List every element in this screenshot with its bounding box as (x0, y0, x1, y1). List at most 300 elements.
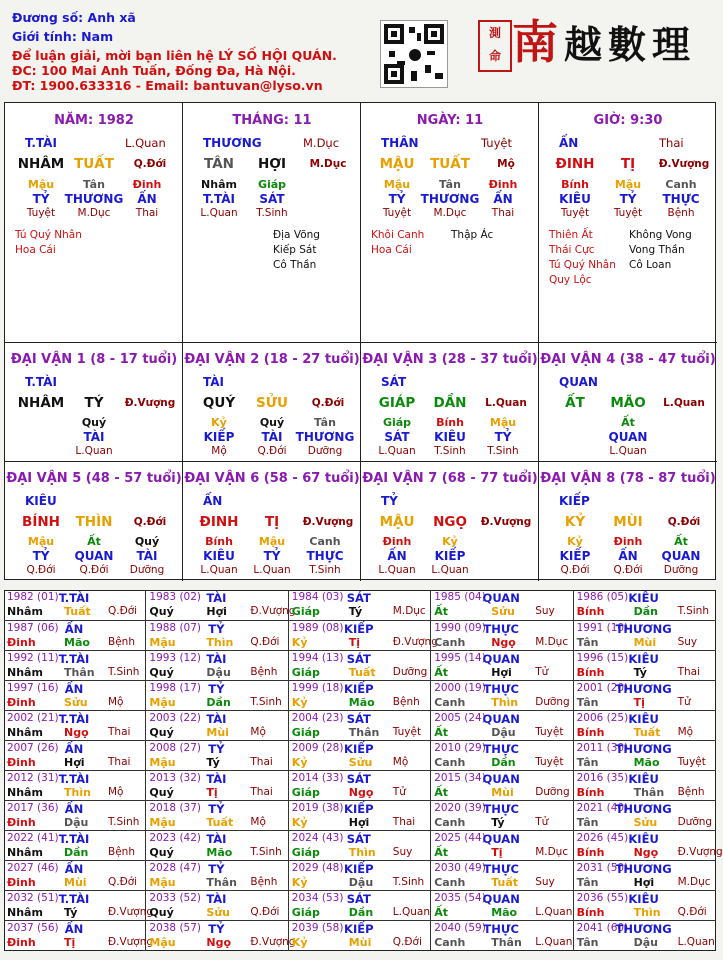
year-branch: Hợi (206, 605, 227, 618)
year-branch: Dần (206, 696, 231, 709)
dai-van-branch: MÃO (610, 395, 646, 411)
heavenly-stem: NHÂM (17, 156, 65, 172)
special-star: Quy Lộc (549, 274, 592, 286)
hidden-stem: Mậu (27, 535, 55, 548)
year-cell (146, 590, 296, 620)
hidden-star: ẤN (137, 192, 157, 206)
year-label: 2037 (56) (7, 922, 59, 934)
hidden-star: KIẾP (434, 549, 466, 563)
hidden-star: TÀI (83, 430, 105, 444)
year-branch: Sửu (348, 756, 373, 769)
year-phase: Bệnh (250, 666, 278, 678)
pillar-cell (361, 103, 539, 343)
year-stem: Đinh (7, 876, 36, 889)
dai-van-title: ĐẠI VẬN 5 (48 - 57 tuổi) (6, 471, 182, 486)
year-star: T.TÀI (58, 892, 90, 906)
year-star: KIẾP (344, 742, 374, 756)
hidden-phase: Tuyệt (560, 207, 590, 219)
pillar-cell (539, 103, 717, 343)
hidden-phase: Dưỡng (663, 564, 699, 576)
year-cell (574, 681, 716, 711)
dai-van-branch: MÙI (613, 514, 643, 530)
year-label: 2033 (52) (149, 892, 202, 904)
hidden-stem: Quý (81, 416, 107, 429)
year-cell (289, 801, 431, 831)
year-label: 2015 (34) (434, 772, 486, 784)
dai-van-stem: NHÂM (17, 395, 65, 411)
year-phase: Mộ (392, 756, 409, 768)
hidden-stem: Tân (83, 178, 105, 191)
year-label: 2039 (58) (291, 922, 344, 934)
year-stem: Bính (576, 906, 605, 919)
year-star: TỶ (208, 682, 225, 696)
year-phase: Thai (392, 816, 416, 828)
year-phase: M.Dục (392, 605, 426, 617)
year-branch: Hợi (64, 756, 85, 769)
hidden-phase: L.Quan (609, 445, 647, 457)
stem-star: T.TÀI (25, 136, 57, 150)
year-cell (289, 621, 438, 651)
year-branch: Dậu (633, 936, 658, 949)
year-branch: Mùi (64, 876, 87, 889)
dai-van-title: ĐẠI VẬN 8 (78 - 87 tuổi) (540, 471, 716, 486)
year-star: THƯƠNG (615, 682, 672, 696)
hidden-star: THƯƠNG (420, 192, 480, 206)
year-star: ẤN (64, 802, 84, 816)
year-cell (574, 891, 716, 921)
hidden-stem: Kỷ (211, 416, 227, 429)
year-branch: Sửu (206, 906, 230, 919)
year-cell (146, 621, 288, 651)
seal-stamp: 測 命 (478, 20, 512, 72)
brand-logo: 南越數理 (512, 15, 697, 69)
special-star: Thiên Ất (549, 229, 593, 241)
year-stem: Đinh (7, 696, 36, 709)
year-stem: Tân (576, 756, 599, 769)
hidden-stem: Kỷ (567, 535, 583, 548)
year-phase: M.Dục (535, 636, 569, 648)
year-branch: Tý (491, 816, 505, 829)
year-label: 1990 (09) (434, 622, 486, 634)
growth-phase: M.Dục (309, 158, 347, 170)
special-star: Cô Thần (273, 259, 317, 271)
qr-code (380, 20, 448, 88)
year-branch: Thân (633, 786, 665, 799)
year-stem: Ất (434, 726, 448, 739)
year-cell (574, 801, 716, 831)
year-cell (431, 801, 573, 831)
hidden-phase: L.Quan (378, 564, 416, 576)
year-branch: Tuất (491, 876, 518, 889)
year-stem: Mậu (149, 876, 176, 889)
year-cell (4, 771, 146, 801)
year-stem: Quý (149, 906, 174, 919)
year-branch: Dậu (491, 726, 516, 739)
dai-van-title: ĐẠI VẬN 1 (8 - 17 tuổi) (10, 352, 178, 367)
year-cell (146, 921, 296, 951)
year-stem: Nhâm (7, 605, 43, 618)
year-stem: Canh (434, 876, 466, 889)
year-branch: Thìn (348, 846, 376, 859)
year-branch: Tý (348, 605, 363, 618)
year-cell (146, 711, 288, 741)
year-star: THỰC (483, 622, 519, 636)
hidden-stem: Đinh (382, 535, 412, 548)
year-star: SÁT (346, 892, 371, 906)
year-stem: Đinh (7, 756, 36, 769)
year-branch: Mão (633, 756, 660, 769)
year-phase: Q.Đới (250, 636, 280, 648)
year-phase: Bệnh (392, 696, 420, 708)
year-label: 2016 (35) (576, 772, 629, 784)
year-cell (574, 741, 716, 771)
dai-van-stem: BÍNH (22, 514, 60, 530)
year-star: TỶ (208, 742, 225, 756)
year-cell (574, 861, 716, 891)
year-phase: Đ.Vượng (108, 906, 154, 918)
year-stem: Nhâm (7, 666, 43, 679)
year-stem: Quý (149, 605, 174, 618)
year-stem: Quý (149, 726, 174, 739)
dai-van-cell (183, 462, 361, 581)
year-label: 2019 (38) (291, 802, 344, 814)
year-cell (4, 741, 146, 771)
year-phase: Bệnh (677, 786, 705, 798)
year-stem: Canh (434, 816, 466, 829)
year-star: KIẾP (344, 682, 374, 696)
year-stem: Bính (576, 786, 605, 799)
dai-van-cell (5, 343, 183, 462)
pillar-title: THÁNG: 11 (232, 113, 312, 128)
year-label: 2032 (51) (7, 892, 59, 904)
year-branch: Thân (348, 726, 380, 739)
hidden-star: KIẾP (203, 430, 235, 444)
year-label: 2026 (45) (576, 832, 629, 844)
dai-van-stem: KỶ (564, 514, 586, 530)
year-label: 2041 (60) (576, 922, 629, 934)
year-branch: Thân (206, 876, 237, 889)
year-stem: Nhâm (7, 786, 43, 799)
hidden-stem: Giáp (257, 178, 287, 191)
hidden-phase: Thai (135, 207, 159, 219)
hidden-star: ẤN (618, 549, 638, 563)
year-star: KIÊU (628, 712, 659, 726)
earthly-branch: HỢI (257, 156, 287, 172)
year-cell (4, 921, 154, 951)
hidden-stem: Ất (621, 416, 635, 429)
year-star: TÀI (206, 772, 227, 786)
year-cell (146, 891, 288, 921)
year-row (4, 860, 716, 890)
year-label: 2034 (53) (291, 892, 344, 904)
hidden-phase: L.Quan (200, 207, 238, 219)
owner-name: Đương số: Anh xã (12, 10, 136, 25)
year-cell (431, 651, 573, 681)
year-label: 2010 (29) (434, 742, 486, 754)
year-label: 2013 (32) (149, 772, 202, 784)
year-phase: Bệnh (108, 846, 135, 858)
year-phase: Tử (677, 696, 691, 708)
year-cell (289, 921, 431, 951)
dai-van-cell (183, 343, 361, 462)
year-label: 1984 (03) (291, 591, 344, 603)
year-branch: Dậu (348, 876, 374, 889)
earthly-branch: TUẤT (430, 156, 470, 172)
year-cell (431, 681, 573, 711)
year-stem: Mậu (149, 636, 176, 649)
year-cell (574, 831, 723, 861)
year-phase: Suy (392, 846, 413, 858)
dai-van-branch: TÝ (84, 395, 104, 411)
year-star: KIẾP (344, 622, 374, 636)
special-star: Kiếp Sát (273, 244, 317, 256)
year-star: T.TÀI (58, 832, 90, 846)
branch-star: Thai (659, 136, 684, 150)
year-cell (289, 651, 431, 681)
hidden-phase: Dưỡng (129, 564, 165, 576)
year-row (4, 710, 716, 740)
pillar-title: NGÀY: 11 (416, 113, 484, 128)
dai-van-title: ĐẠI VẬN 2 (18 - 27 tuổi) (184, 352, 360, 367)
year-phase: Bệnh (108, 636, 135, 648)
year-phase: Dưỡng (392, 666, 428, 678)
earthly-branch: TUẤT (74, 156, 114, 172)
year-star: KIẾP (344, 922, 374, 936)
dai-van-phase: L.Quan (485, 397, 527, 409)
year-cell (4, 681, 146, 711)
chart-grid (4, 102, 716, 580)
year-stem: Bính (576, 726, 605, 739)
year-branch: Sửu (491, 605, 515, 618)
dai-van-title: ĐẠI VẬN 7 (68 - 77 tuổi) (362, 471, 538, 486)
branch-star: Tuyệt (481, 136, 512, 150)
year-stem: Quý (149, 846, 174, 859)
hidden-phase: T.Sinh (487, 445, 519, 457)
special-star: Khôi Canh (371, 229, 425, 241)
hidden-stem: Giáp (382, 416, 412, 429)
hidden-star: QUAN (661, 549, 701, 563)
year-cell (146, 801, 288, 831)
pillar-title: GIỜ: 9:30 (593, 113, 663, 128)
hidden-stem: Mậu (489, 416, 517, 429)
year-branch: Mùi (206, 726, 229, 739)
year-star: KIÊU (628, 832, 659, 846)
year-label: 2036 (55) (576, 892, 629, 904)
year-label: 2018 (37) (149, 802, 202, 814)
hidden-star: TÀI (136, 549, 158, 563)
year-phase: Đ.Vượng (250, 605, 296, 617)
year-phase: T.Sinh (392, 876, 425, 888)
year-phase: Thai (108, 756, 131, 768)
year-phase: Tuyệt (535, 756, 564, 768)
hidden-phase: L.Quan (75, 445, 113, 457)
year-star: T.TÀI (58, 652, 90, 666)
growth-phase: Mộ (497, 158, 515, 170)
year-cell (431, 741, 573, 771)
heavenly-stem: ĐINH (555, 156, 595, 172)
hidden-star: THỰC (306, 549, 344, 563)
year-label: 2020 (39) (434, 802, 486, 814)
year-stem: Bính (576, 605, 605, 618)
year-star: KIẾP (344, 862, 374, 876)
year-branch: Mão (64, 636, 90, 649)
year-phase: Thai (677, 666, 701, 678)
hidden-star: TÀI (261, 430, 283, 444)
year-stem: Bính (576, 666, 605, 679)
year-star: THỰC (483, 922, 519, 936)
year-star: ẤN (64, 742, 84, 756)
year-label: 2009 (28) (291, 742, 344, 754)
year-star: QUAN (482, 832, 520, 846)
hidden-star: TỶ (32, 192, 50, 206)
hidden-star: QUAN (74, 549, 114, 563)
year-phase: Tử (535, 666, 549, 678)
branch-star: M.Dục (303, 136, 340, 150)
year-row (4, 890, 716, 920)
year-stem: Đinh (7, 936, 36, 949)
year-star: QUAN (482, 712, 520, 726)
year-star: THƯƠNG (615, 922, 672, 936)
year-phase: Q.Đới (250, 906, 280, 918)
year-phase: T.Sinh (250, 696, 282, 708)
dai-van-phase: Đ.Vượng (480, 516, 532, 528)
year-phase: L.Quan (535, 936, 573, 948)
year-star: TỶ (208, 802, 225, 816)
year-cell (289, 711, 431, 741)
year-label: 2011 (30) (576, 742, 629, 754)
year-stem: Canh (434, 696, 466, 709)
year-star: KIÊU (628, 772, 659, 786)
year-stem: Kỷ (291, 756, 308, 769)
year-phase: L.Quan (535, 906, 573, 918)
year-row (4, 740, 716, 770)
dai-van-stem: QUÝ (202, 395, 236, 411)
branch-star: L.Quan (125, 136, 166, 150)
year-cell (431, 831, 573, 861)
year-star: ẤN (64, 682, 84, 696)
year-star: QUAN (482, 591, 520, 605)
year-branch: Tị (491, 846, 503, 859)
gender: Giới tính: Nam (12, 29, 114, 44)
pillar-cell (5, 103, 183, 343)
year-label: 2014 (33) (291, 772, 344, 784)
year-label: 2007 (26) (7, 742, 59, 754)
year-stem: Nhâm (7, 846, 43, 859)
year-branch: Thân (491, 936, 522, 949)
year-phase: Đ.Vượng (677, 846, 723, 858)
year-star: KIẾP (344, 802, 374, 816)
year-branch: Tị (633, 696, 645, 709)
year-label: 2028 (47) (149, 862, 202, 874)
pillar-cell (183, 103, 361, 343)
year-label: 1994 (13) (291, 652, 344, 664)
year-phase: Đ.Vượng (392, 636, 438, 648)
year-cell (4, 590, 146, 620)
hidden-phase: M.Dục (77, 207, 111, 219)
year-stem: Canh (434, 756, 466, 769)
special-star: Vong Thần (629, 244, 685, 256)
year-branch: Mùi (491, 786, 514, 799)
hidden-phase: L.Quan (253, 564, 291, 576)
year-cell (289, 861, 431, 891)
year-phase: Thai (108, 726, 131, 738)
year-cell (4, 711, 146, 741)
year-stem: Ất (434, 846, 448, 859)
hidden-phase: Mộ (211, 445, 227, 457)
year-cell (146, 831, 288, 861)
dai-van-star: ẤN (203, 494, 223, 508)
year-stem: Đinh (7, 636, 36, 649)
year-cell (574, 711, 716, 741)
year-stem: Giáp (291, 906, 320, 919)
year-branch: Tị (206, 786, 218, 799)
year-branch: Ngọ (633, 846, 659, 859)
hidden-phase: L.Quan (431, 564, 469, 576)
year-label: 1985 (04) (434, 591, 486, 603)
stem-star: THÂN (381, 136, 419, 150)
year-cell (146, 771, 288, 801)
year-stem: Mậu (149, 756, 176, 769)
year-star: QUAN (482, 652, 520, 666)
hidden-star: TỶ (619, 192, 637, 206)
year-star: TỶ (208, 862, 225, 876)
year-phase: Tuyệt (535, 726, 564, 738)
dai-van-stem: GIÁP (378, 395, 416, 411)
hidden-stem: Quý (134, 535, 160, 548)
year-label: 1982 (01) (7, 591, 59, 603)
year-phase: Suy (535, 605, 555, 617)
year-star: TÀI (206, 832, 227, 846)
year-phase: T.Sinh (250, 846, 282, 858)
hidden-star: ẤN (493, 192, 513, 206)
year-label: 2040 (59) (434, 922, 486, 934)
year-label: 2023 (42) (149, 832, 202, 844)
special-star: Địa Võng (273, 229, 320, 241)
year-branch: Mão (348, 696, 375, 709)
year-label: 1998 (17) (149, 682, 202, 694)
year-label: 2006 (25) (576, 712, 629, 724)
year-stem: Tân (576, 816, 599, 829)
year-label: 2008 (27) (149, 742, 202, 754)
year-stem: Kỷ (291, 876, 308, 889)
hidden-star: KIÊU (434, 430, 466, 444)
year-label: 1997 (16) (7, 682, 59, 694)
year-label: 2003 (22) (149, 712, 202, 724)
contact-note: Để luận giải, mời bạn liên hệ LÝ SỐ HỘI QUÁN. (12, 48, 337, 63)
year-phase: T.Sinh (108, 816, 140, 828)
special-star: Tú Quý Nhân (15, 229, 82, 241)
year-star: ẤN (64, 622, 84, 636)
year-row (4, 800, 716, 830)
year-row (4, 830, 723, 860)
hidden-stem: Nhâm (201, 178, 237, 191)
year-stem: Canh (434, 936, 466, 949)
special-star: Không Vong (629, 229, 692, 241)
year-branch: Tị (64, 936, 76, 949)
year-branch: Ngọ (491, 636, 516, 649)
year-phase: T.Sinh (108, 666, 140, 678)
year-label: 2030 (49) (434, 862, 486, 874)
hidden-stem: Ất (87, 535, 101, 548)
year-cell (289, 681, 431, 711)
hidden-phase: Tuyệt (26, 207, 56, 219)
year-branch: Dần (348, 906, 374, 919)
year-label: 2001 (20) (576, 682, 629, 694)
dai-van-phase: L.Quan (663, 397, 705, 409)
hidden-stem: Canh (665, 178, 697, 191)
year-label: 1986 (05) (576, 591, 629, 603)
hidden-phase: T.Sinh (309, 564, 341, 576)
